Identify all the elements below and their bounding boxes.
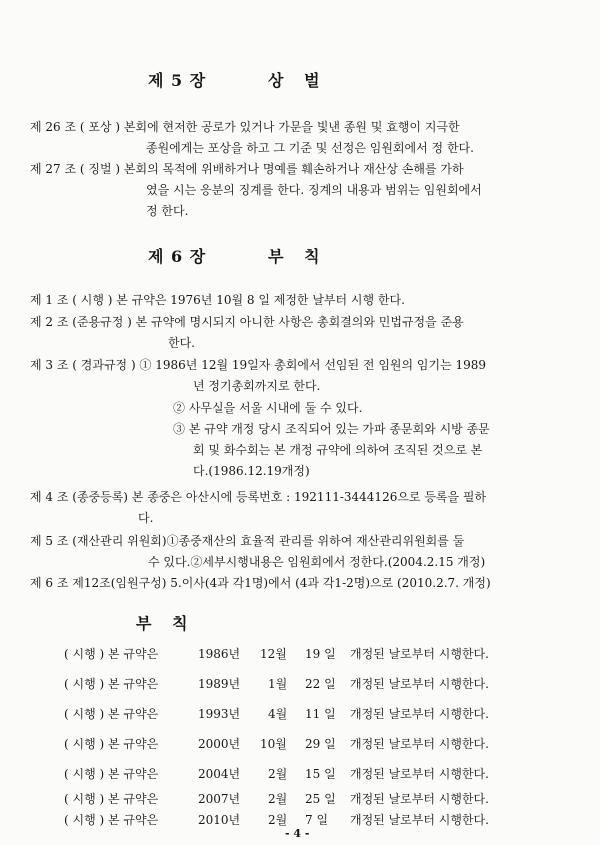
article26-line2: 종원에게는 포상을 하고 그 기준 및 선정은 임원회에서 정 한다. (146, 141, 474, 155)
addendum-year: 1993년 (198, 707, 241, 721)
article4-line1: 제 4 조 (종중등록) 본 종중은 아산시에 등록번호 : 192111-3444126으로 등록을 필하 (30, 490, 487, 504)
chapter5-number: 제 5 장 (148, 71, 207, 90)
addendum-month: 10월 (260, 737, 287, 751)
chapter6-title: 부 칙 (268, 247, 321, 266)
addendum-month: 12월 (260, 647, 287, 661)
addendum-row: ( 시행 ) 본 규약은 (64, 647, 159, 661)
addendum-suffix: 개정된 날로부터 시행한다. (350, 813, 489, 827)
addendum-year: 2004년 (198, 767, 241, 781)
addendum-day: 7 일 (305, 813, 329, 827)
article27-line1: 제 27 조 ( 징벌 ) 본회의 목적에 위배하거나 명예를 훼손하거나 재산상 손해를 가하 (30, 162, 464, 176)
article5-line1: 제 5 조 (재산관리 위원회)①종중재산의 효율적 관리를 위하여 재산관리위원회를 둘 (30, 534, 465, 548)
addendum-month: 2월 (268, 767, 288, 781)
article3-line1: 제 3 조 ( 경과규정 ) ① 1986년 12월 19일자 총회에서 선임된 전 임원의 임기는 1989 (30, 358, 487, 372)
article27-line3: 정 한다. (146, 204, 189, 218)
addendum-day: 19 일 (305, 647, 336, 661)
page-number: - 4 - (285, 827, 310, 840)
chapter5-title: 상 벌 (268, 71, 321, 90)
addendum-month: 2월 (268, 792, 288, 806)
addendum-month: 2월 (268, 813, 288, 827)
addendum-day: 22 일 (305, 677, 336, 691)
article3-line5: 회 및 화수회는 본 개정 규약에 의하여 조직된 것으로 본 (193, 443, 483, 457)
article2-line1: 제 2 조 (준용규정 ) 본 규약에 명시되지 아니한 사항은 총회결의와 민법규정을 준용 (30, 315, 464, 329)
addendum-row: ( 시행 ) 본 규약은 (64, 767, 159, 781)
addendum-suffix: 개정된 날로부터 시행한다. (350, 707, 489, 721)
addendum-day: 29 일 (305, 737, 336, 751)
addendum-suffix: 개정된 날로부터 시행한다. (350, 792, 489, 806)
addendum-title: 부 칙 (136, 614, 189, 633)
addendum-month: 4월 (268, 707, 288, 721)
addendum-row: ( 시행 ) 본 규약은 (64, 737, 159, 751)
article2-line2: 한다. (168, 336, 195, 350)
addendum-day: 15 일 (305, 767, 336, 781)
article4-line2: 다. (138, 511, 154, 525)
addendum-day: 11 일 (305, 707, 336, 721)
article5-line2: 수 있다.②세부시행내용은 임원회에서 정한다.(2004.2.15 개정) (148, 555, 486, 569)
addendum-suffix: 개정된 날로부터 시행한다. (350, 647, 489, 661)
article27-line2: 였을 시는 응분의 징계를 한다. 징계의 내용과 범위는 임원회에서 (146, 183, 482, 197)
article3-line6: 다.(1986.12.19개정) (193, 464, 310, 478)
addendum-month: 1월 (268, 677, 288, 691)
article1-line1: 제 1 조 ( 시행 ) 본 규약은 1976년 10월 8 일 제정한 날부터 시행 한다. (30, 293, 405, 307)
addendum-year: 1986년 (198, 647, 241, 661)
addendum-row: ( 시행 ) 본 규약은 (64, 707, 159, 721)
addendum-row: ( 시행 ) 본 규약은 (64, 677, 159, 691)
chapter6-number: 제 6 장 (148, 247, 207, 266)
article26-line1: 제 26 조 ( 포상 ) 본회에 현저한 공로가 있거나 가문을 빛낸 종원 및 효행이 지극한 (30, 120, 460, 134)
article3-line2: 년 정기총회까지로 한다. (193, 379, 321, 393)
addendum-suffix: 개정된 날로부터 시행한다. (350, 737, 489, 751)
article6-line1: 제 6 조 제12조(임원구성) 5.이사(4과 각1명)에서 (4과 각1-2명)으로 (2010.2.7. 개정) (30, 576, 491, 590)
article3-line3: ② 사무실을 서울 시내에 둘 수 있다. (173, 401, 363, 415)
addendum-year: 2000년 (198, 737, 241, 751)
addendum-day: 25 일 (305, 792, 336, 806)
addendum-suffix: 개정된 날로부터 시행한다. (350, 767, 489, 781)
addendum-year: 2007년 (198, 792, 241, 806)
addendum-suffix: 개정된 날로부터 시행한다. (350, 677, 489, 691)
addendum-year: 2010년 (198, 813, 241, 827)
addendum-year: 1989년 (198, 677, 241, 691)
addendum-row: ( 시행 ) 본 규약은 (64, 792, 159, 806)
addendum-row: ( 시행 ) 본 규약은 (64, 813, 159, 827)
article3-line4: ③ 본 규약 개정 당시 조직되어 있는 가파 종문회와 시방 종문 (173, 422, 490, 436)
